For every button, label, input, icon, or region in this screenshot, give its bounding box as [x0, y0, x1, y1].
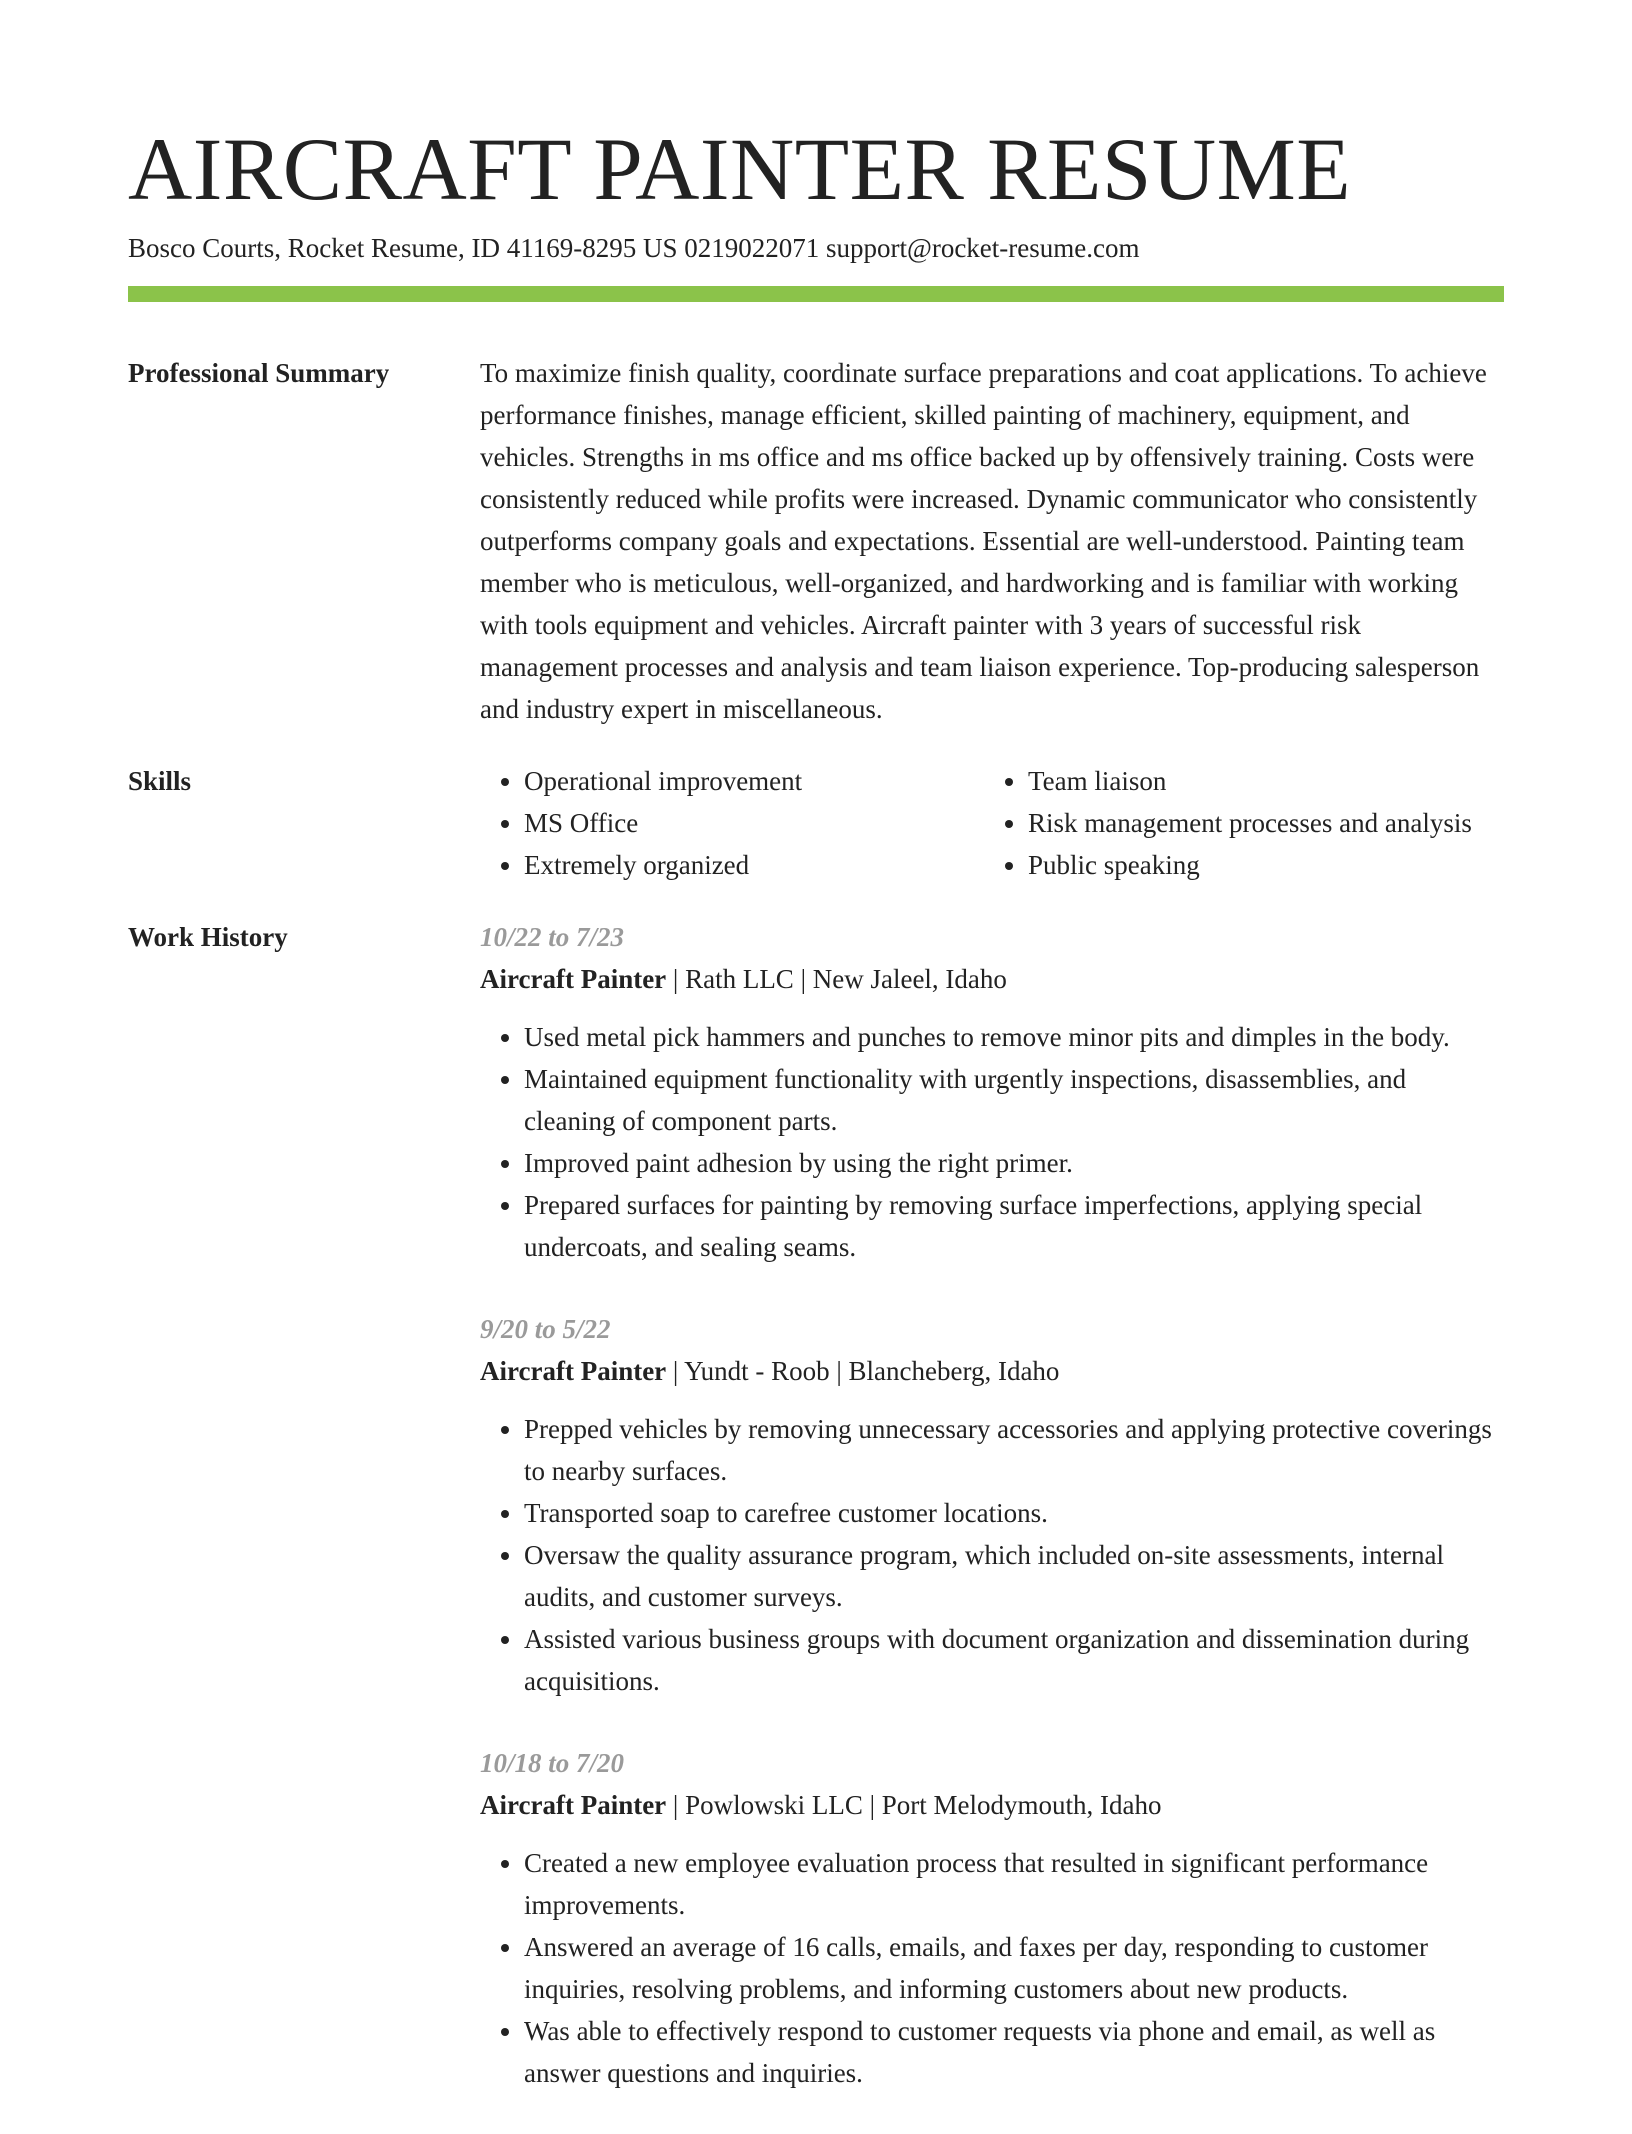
- job-bullet: • Created a new employee evaluation process that resulted in significant performance improvements.: [524, 1842, 1504, 1926]
- job-bullets: [480, 1016, 1504, 1268]
- job-heading: [480, 1350, 1504, 1392]
- job-company: Yundt - Roob: [684, 1356, 830, 1386]
- job-company: Rath LLC: [685, 964, 794, 994]
- resume-title: AIRCRAFT PAINTER RESUME: [128, 121, 1352, 219]
- work-history-heading: Work History: [128, 922, 288, 952]
- job-location: Port Melodymouth, Idaho: [881, 1790, 1162, 1820]
- work-history-section: [128, 916, 1504, 2134]
- job-bullets: [480, 1842, 1504, 2094]
- skill-item: • MS Office: [524, 802, 984, 844]
- job-separator: |: [829, 1356, 849, 1386]
- job-bullet: • Improved paint adhesion by using the right primer.: [524, 1142, 1504, 1184]
- job-heading: [480, 958, 1504, 1000]
- job-dates: 10/22 to 7/23: [480, 922, 625, 952]
- job-title: Aircraft Painter: [480, 964, 667, 994]
- header-accent-rule: [128, 286, 1504, 302]
- contact-line: [128, 230, 1504, 266]
- job-separator: |: [666, 1356, 685, 1386]
- job-bullet: • Oversaw the quality assurance program, which included on-site assessments, internal audits, and customer surveys.: [524, 1534, 1504, 1618]
- job-heading: [480, 1784, 1504, 1826]
- job-bullet: • Transported soap to carefree customer locations.: [524, 1492, 1504, 1534]
- skill-item: • Public speaking: [1028, 844, 1472, 886]
- job-dates: 9/20 to 5/22: [480, 1314, 611, 1344]
- skill-item: • Risk management processes and analysis: [1028, 802, 1472, 844]
- contact-address: Bosco Courts, Rocket Resume, ID 41169-8295 US: [128, 233, 678, 263]
- job-dates: 10/18 to 7/20: [480, 1748, 625, 1778]
- resume-page: [128, 118, 1504, 2134]
- skills-list-right: [984, 760, 1472, 886]
- job-separator: |: [862, 1790, 882, 1820]
- skills-section: [128, 760, 1504, 886]
- summary-section: [128, 352, 1504, 730]
- job-title: Aircraft Painter: [480, 1356, 667, 1386]
- summary-heading: Professional Summary: [128, 358, 390, 388]
- job-location: Blancheberg, Idaho: [848, 1356, 1060, 1386]
- summary-text: To maximize finish quality, coordinate surface preparations and coat applications. To achieve performance finishes, manage efficient, skilled painting of machinery, equipment, and vehicles. Strengths in ms office and ms office backed up by offensively training. Costs were consistently reduced while profits were increased. Dynamic communicator who consistently outperforms company goals and expectations. Essential are well-understood. Painting team member who is meticulous, well-organized, and hardworking and is familiar with working with tools equipment and vehicles. Aircraft painter with 3 years of successful risk management processes and analysis and team liaison experience. Top-producing salesperson and industry expert in miscellaneous.: [480, 358, 1487, 724]
- skills-heading: Skills: [128, 766, 192, 796]
- job-company: Powlowski LLC: [685, 1790, 863, 1820]
- skill-item: • Operational improvement: [524, 760, 984, 802]
- job-bullet: • Was able to effectively respond to customer requests via phone and email, as well as answer questions and inquiries.: [524, 2010, 1504, 2094]
- job-entry: [480, 916, 1504, 1268]
- job-location: New Jaleel, Idaho: [812, 964, 1007, 994]
- job-bullet: • Used metal pick hammers and punches to remove minor pits and dimples in the body.: [524, 1016, 1504, 1058]
- job-bullet: • Prepared surfaces for painting by removing surface imperfections, applying special undercoats, and sealing seams.: [524, 1184, 1504, 1268]
- skill-item: • Team liaison: [1028, 760, 1472, 802]
- job-separator: |: [666, 964, 686, 994]
- job-bullet: • Answered an average of 16 calls, emails, and faxes per day, responding to customer inquiries, resolving problems, and informing customers about new products.: [524, 1926, 1504, 2010]
- job-separator: |: [666, 1790, 686, 1820]
- job-entry: [480, 1308, 1504, 1702]
- contact-email[interactable]: support@rocket-resume.com: [825, 233, 1140, 263]
- job-entry: [480, 1742, 1504, 2094]
- job-bullet: • Prepped vehicles by removing unnecessary accessories and applying protective coverings to nearby surfaces.: [524, 1408, 1504, 1492]
- job-bullet: • Assisted various business groups with document organization and dissemination during acquisitions.: [524, 1618, 1504, 1702]
- job-separator: |: [793, 964, 813, 994]
- skills-list-left: [480, 760, 984, 886]
- contact-phone: 0219022071: [684, 233, 820, 263]
- job-title: Aircraft Painter: [480, 1790, 667, 1820]
- job-bullets: [480, 1408, 1504, 1702]
- skill-item: • Extremely organized: [524, 844, 984, 886]
- job-bullet: • Maintained equipment functionality with urgently inspections, disassemblies, and cleaning of component parts.: [524, 1058, 1504, 1142]
